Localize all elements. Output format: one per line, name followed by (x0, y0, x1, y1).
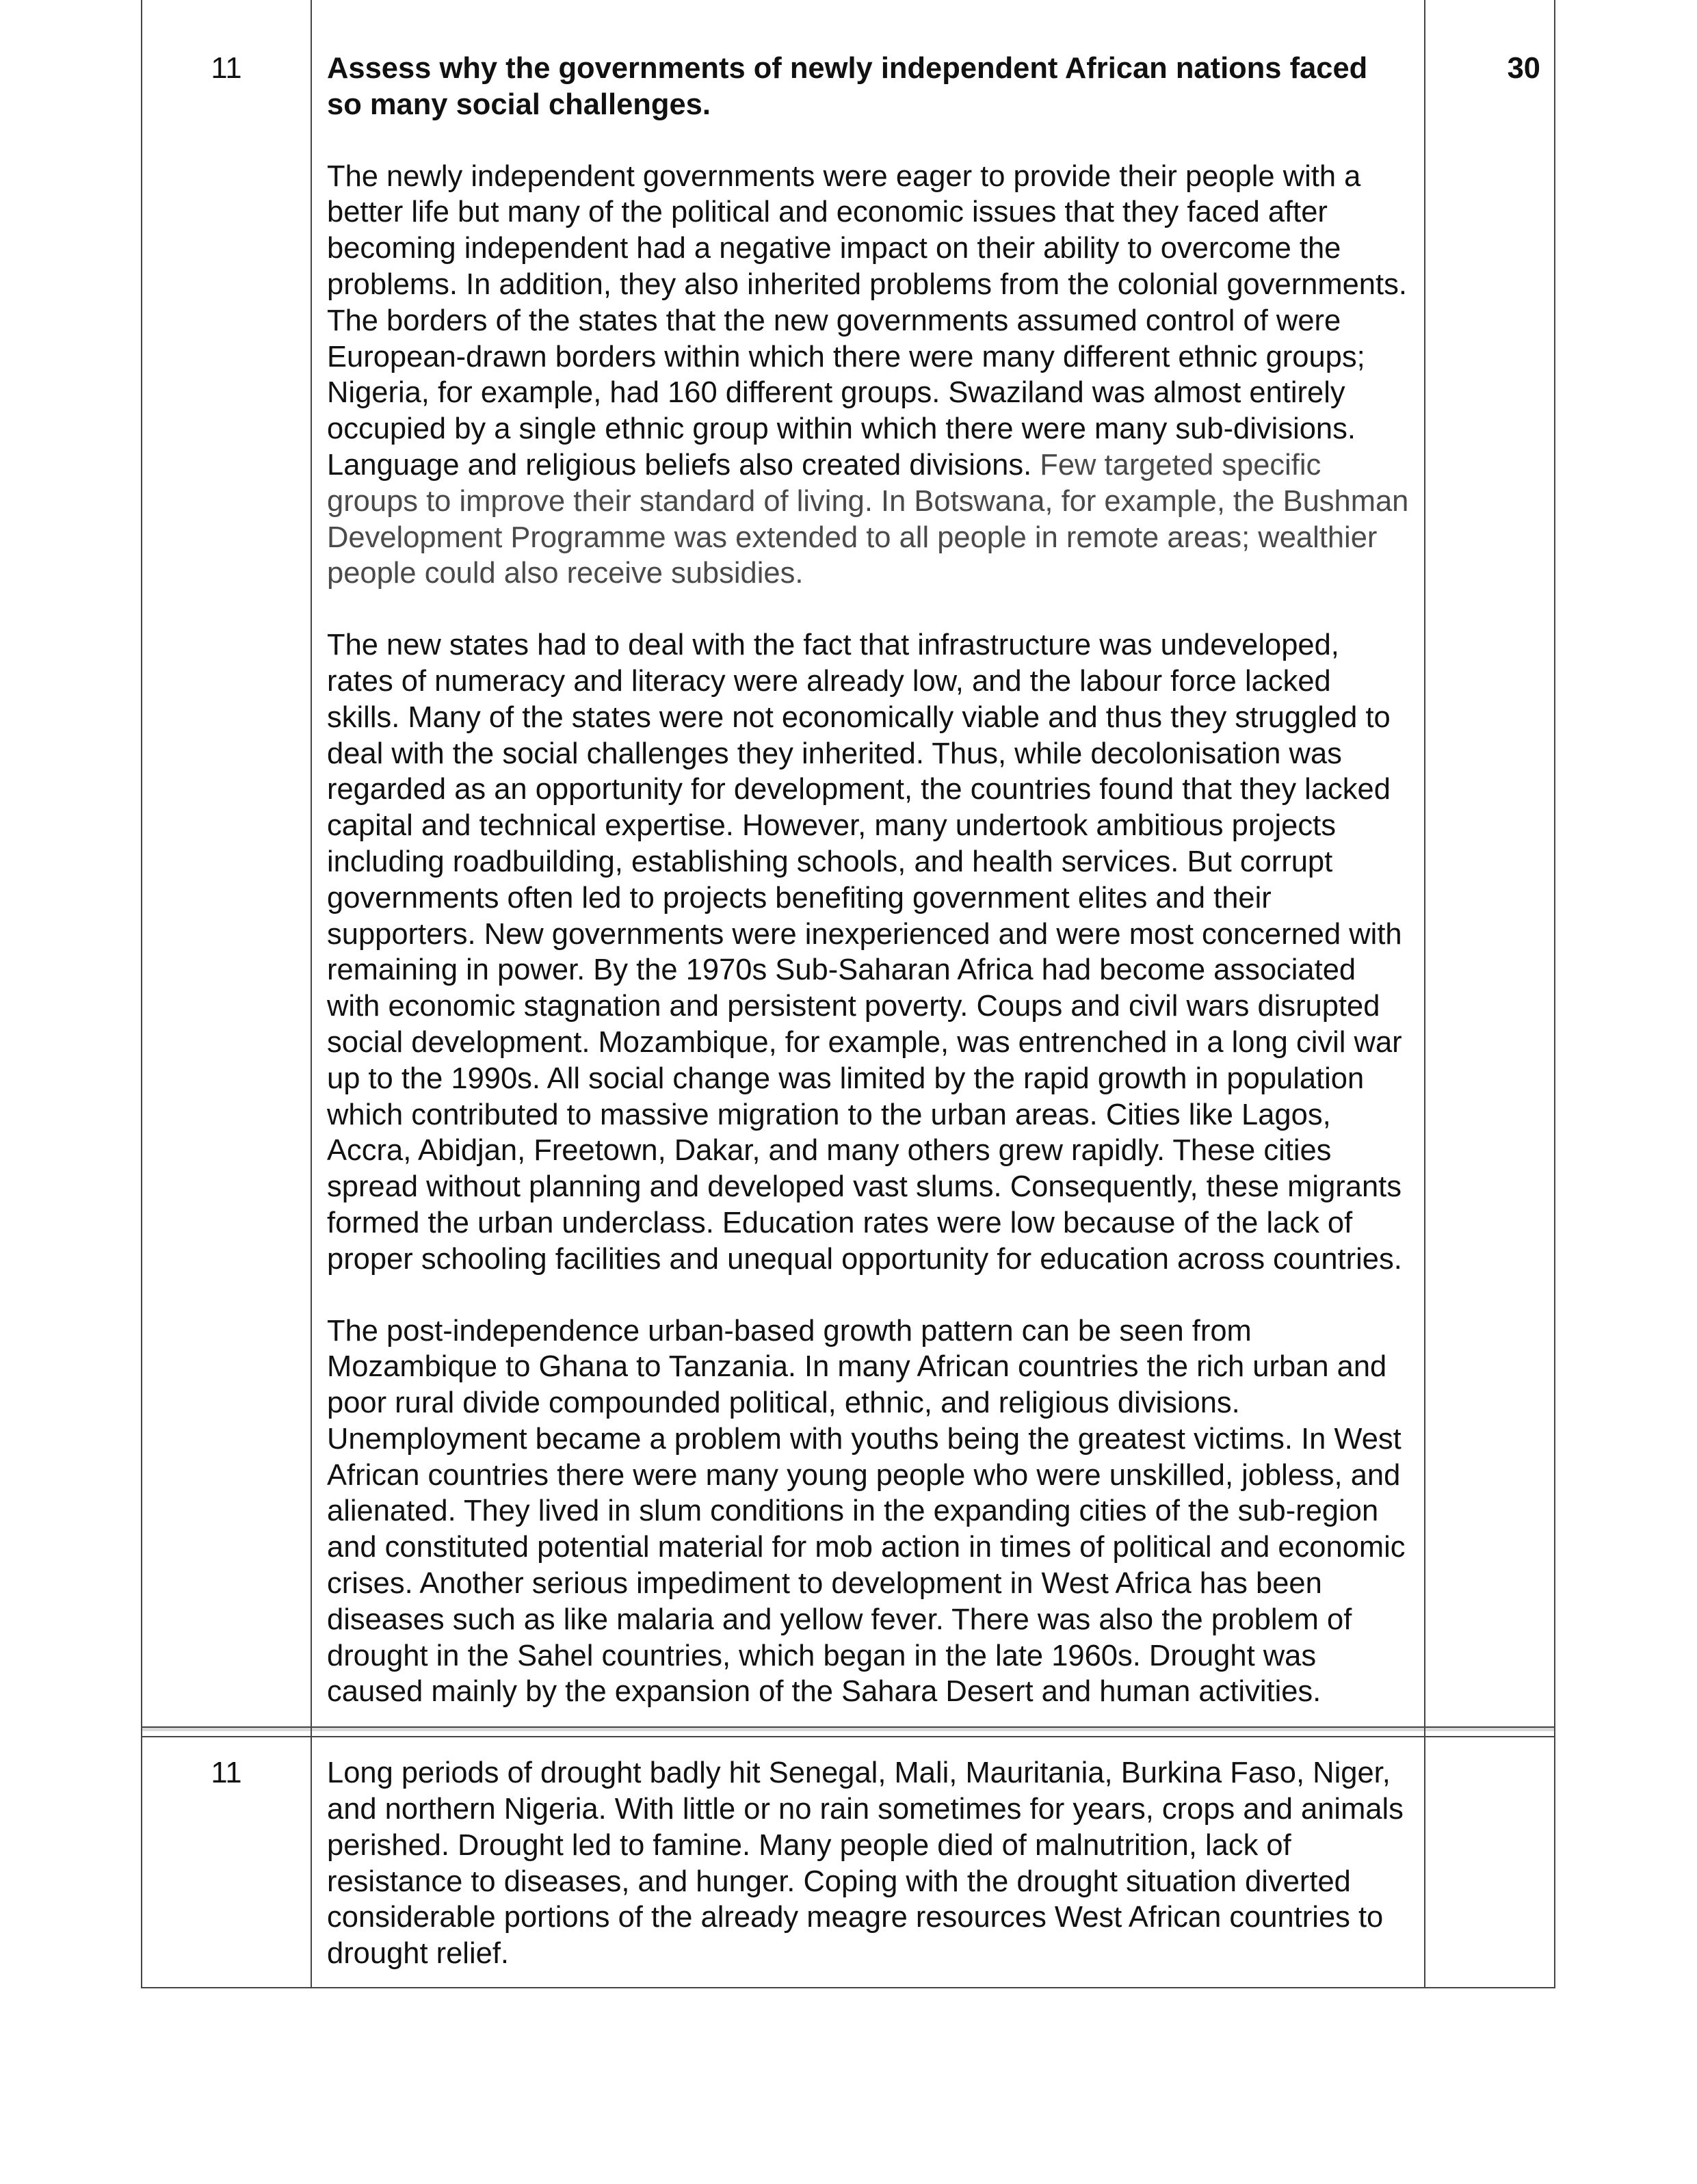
continuation-mark-cell (1425, 1737, 1555, 1988)
answer-cell (311, 0, 1425, 1727)
continuation-paragraph: Long periods of drought badly hit Senegal, Mali, Mauritania, Burkina Faso, Niger, and northern Nigeria. With little or no rain sometimes for years, crops and animals perished. Drought led to famine. Many people died of malnutrition, lack of resistance to diseases, and hunger. Coping with the drought situation diverted considerable portions of the already meagre resources West African countries to drought relief. (327, 1757, 1404, 1971)
answer-paragraph-3: The post-independence urban-based growth pattern can be seen from Mozambique to Ghana to Tanzania. In many African countries the rich urban and poor rural divide compounded political, ethnic, and religious divisions. Unemployment became a problem with youths being the greatest victims. In West African countries there were many young people who were unskilled, jobless, and alienated. They lived in slum conditions in the expanding cities of the sub-region and constituted potential material for mob action in times of political and economic crises. Another serious impediment to development in West Africa has been diseases such as like malaria and yellow fever. There was also the problem of drought in the Sahel countries, which began in the late 1960s. Drought was caused mainly by the expansion of the Sahara Desert and human activities. (327, 1314, 1406, 1709)
mark-allocation: 30 (1425, 0, 1555, 1727)
answer-paragraph-2: The new states had to deal with the fact that infrastructure was undeveloped, rates of numeracy and literacy were already low, and the labour force lacked skills. Many of the states were not economically viable and thus they struggled to deal with the social challenges they inherited. Thus, while decolonisation was regarded as an opportunity for development, the countries found that they lacked capital and technical expertise. However, many undertook ambitious projects including roadbuilding, establishing schools, and health services. But corrupt governments often led to projects benefiting government elites and their supporters. New governments were inexperienced and were most concerned with remaining in power. By the 1970s Sub-Saharan Africa had become associated with economic stagnation and persistent poverty. Coups and civil wars disrupted social development. Mozambique, for example, was entrenched in a long civil war up to the 1990s. All social change was limited by the rapid growth in population which contributed to massive migration to the urban areas. Cities like Lagos, Accra, Abidjan, Freetown, Dakar, and many others grew rapidly. These cities spread without planning and developed vast slums. Consequently, these migrants formed the urban underclass. Education rates were low because of the lack of proper schooling facilities and unequal opportunity for education across countries. (327, 629, 1402, 1276)
marking-table (141, 0, 1555, 1988)
paragraph-1-faded-text: Few targeted specific groups to improve their standard of living. In Botswana, for example, the Bushman Development Programme was extended to all people in remote areas; wealthier people could also receive subsidies. (327, 448, 1409, 590)
continuation-number: 11 (142, 1737, 311, 1988)
paragraph-1-main: The newly independent governments were eager to provide their people with a better life but many of the political and economic issues that they faced after becoming independent had a negative impact on their ability to overcome the problems. In addition, they also inherited problems from the colonial governments. The borders of the states that the new governments assumed control of were European-drawn borders within which there were many different ethnic groups; Nigeria, for example, had 160 different groups. Swaziland was almost entirely occupied by a single ethnic group within which there were many sub-divisions. Language and religious beliefs also created divisions. (327, 159, 1407, 482)
question-row (142, 0, 1555, 1727)
marking-guideline-sheet (141, 0, 1554, 1988)
question-text: Assess why the governments of newly independent African nations faced so many social challenges. (327, 52, 1368, 121)
continuation-cell (311, 1737, 1425, 1988)
continuation-row (142, 1737, 1555, 1988)
question-number: 11 (142, 0, 311, 1727)
answer-paragraph-1 (327, 159, 1410, 592)
section-divider (142, 1727, 1555, 1737)
